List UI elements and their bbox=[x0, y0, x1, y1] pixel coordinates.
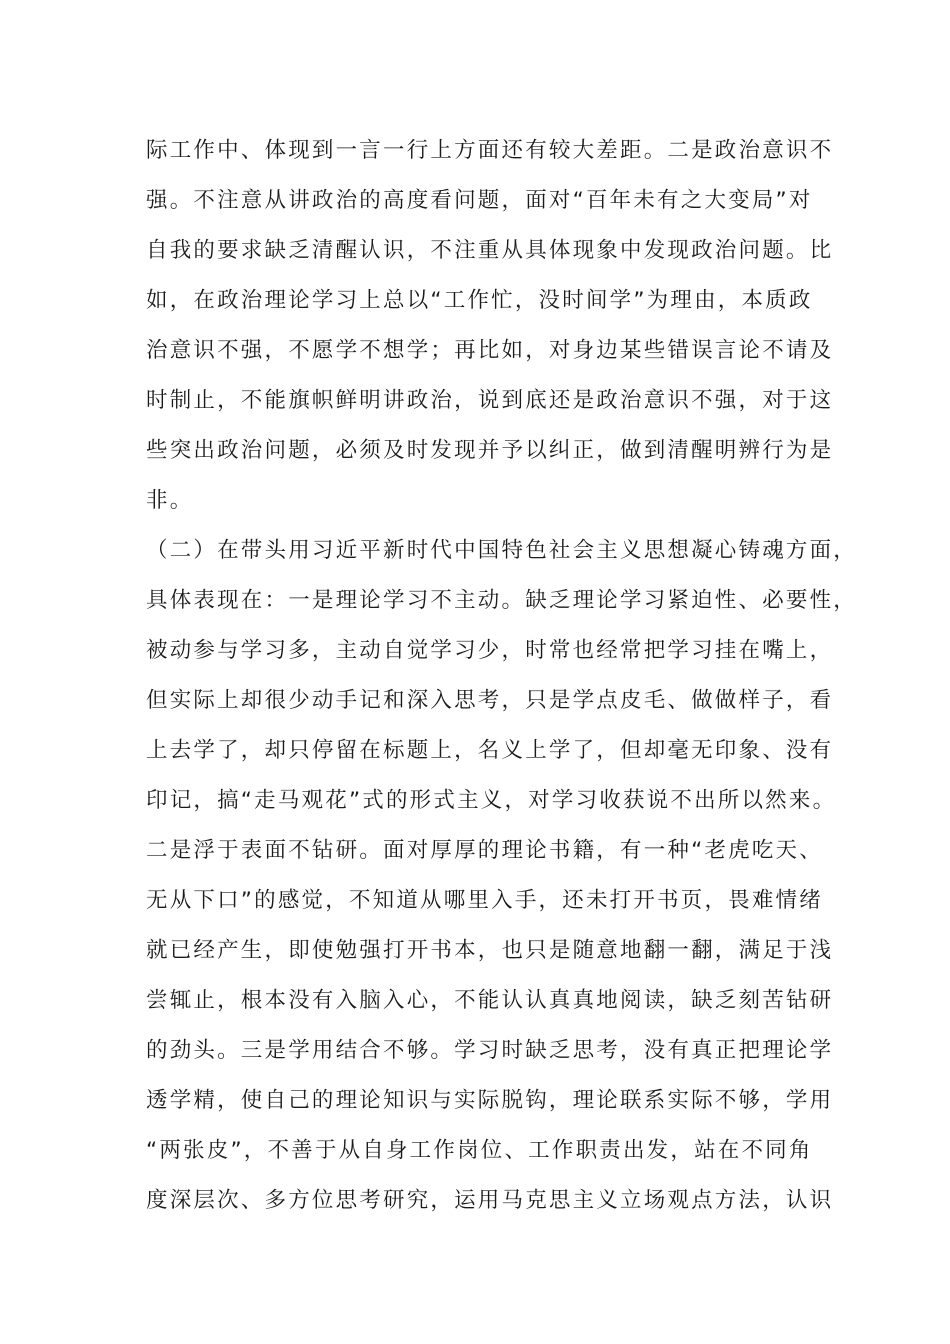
text-line: 治意识不强，不愿学不想学；再比如，对身边某些错误言论不请及 bbox=[146, 338, 834, 363]
text-line: 上去学了，却只停留在标题上，名义上学了，但却毫无印象、没有 bbox=[146, 738, 834, 763]
text-line: 些突出政治问题，必须及时发现并予以纠正，做到清醒明辨行为是 bbox=[146, 438, 834, 463]
text-line: 被动参与学习多，主动自觉学习少，时常也经常把学习挂在嘴上， bbox=[146, 638, 834, 663]
text-line: 自我的要求缺乏清醒认识，不注重从具体现象中发现政治问题。比 bbox=[146, 238, 834, 263]
text-line: 就已经产生，即使勉强打开书本，也只是随意地翻一翻，满足于浅 bbox=[146, 938, 834, 963]
text-line: 印记，搞“走马观花”式的形式主义，对学习收获说不出所以然来。 bbox=[146, 788, 837, 813]
text-line: 二是浮于表面不钻研。面对厚厚的理论书籍，有一种“老虎吃天、 bbox=[146, 838, 823, 863]
text-line: 强。不注意从讲政治的高度看问题，面对“百年未有之大变局”对 bbox=[146, 188, 813, 213]
text-line: 但实际上却很少动手记和深入思考，只是学点皮毛、做做样子，看 bbox=[146, 688, 834, 713]
text-line: 时制止，不能旗帜鲜明讲政治，说到底还是政治意识不强，对于这 bbox=[146, 388, 834, 413]
text-line: 尝辄止，根本没有入脑入心，不能认认真真地阅读，缺乏刻苦钻研 bbox=[146, 988, 834, 1013]
text-line: 如，在政治理论学习上总以“工作忙，没时间学”为理由，本质政 bbox=[146, 288, 813, 313]
section-heading: （二）在带头用习近平新时代中国特色社会主义思想凝心铸魂方面， bbox=[146, 538, 858, 563]
text-line: 的劲头。三是学用结合不够。学习时缺乏思考，没有真正把理论学 bbox=[146, 1038, 834, 1063]
text-line: 透学精，使自己的理论知识与实际脱钩，理论联系实际不够，学用 bbox=[146, 1088, 834, 1113]
text-line: 际工作中、体现到一言一行上方面还有较大差距。二是政治意识不 bbox=[146, 138, 834, 163]
text-line: 无从下口”的感觉，不知道从哪里入手，还未打开书页，畏难情绪 bbox=[146, 888, 823, 913]
text-line: 非。 bbox=[146, 488, 194, 513]
text-line: 具体表现在：一是理论学习不主动。缺乏理论学习紧迫性、必要性， bbox=[146, 588, 858, 613]
text-line: 度深层次、多方位思考研究，运用马克思主义立场观点方法，认识 bbox=[146, 1188, 834, 1213]
text-line: “两张皮”，不善于从自身工作岗位、工作职责出发，站在不同角 bbox=[146, 1138, 813, 1163]
